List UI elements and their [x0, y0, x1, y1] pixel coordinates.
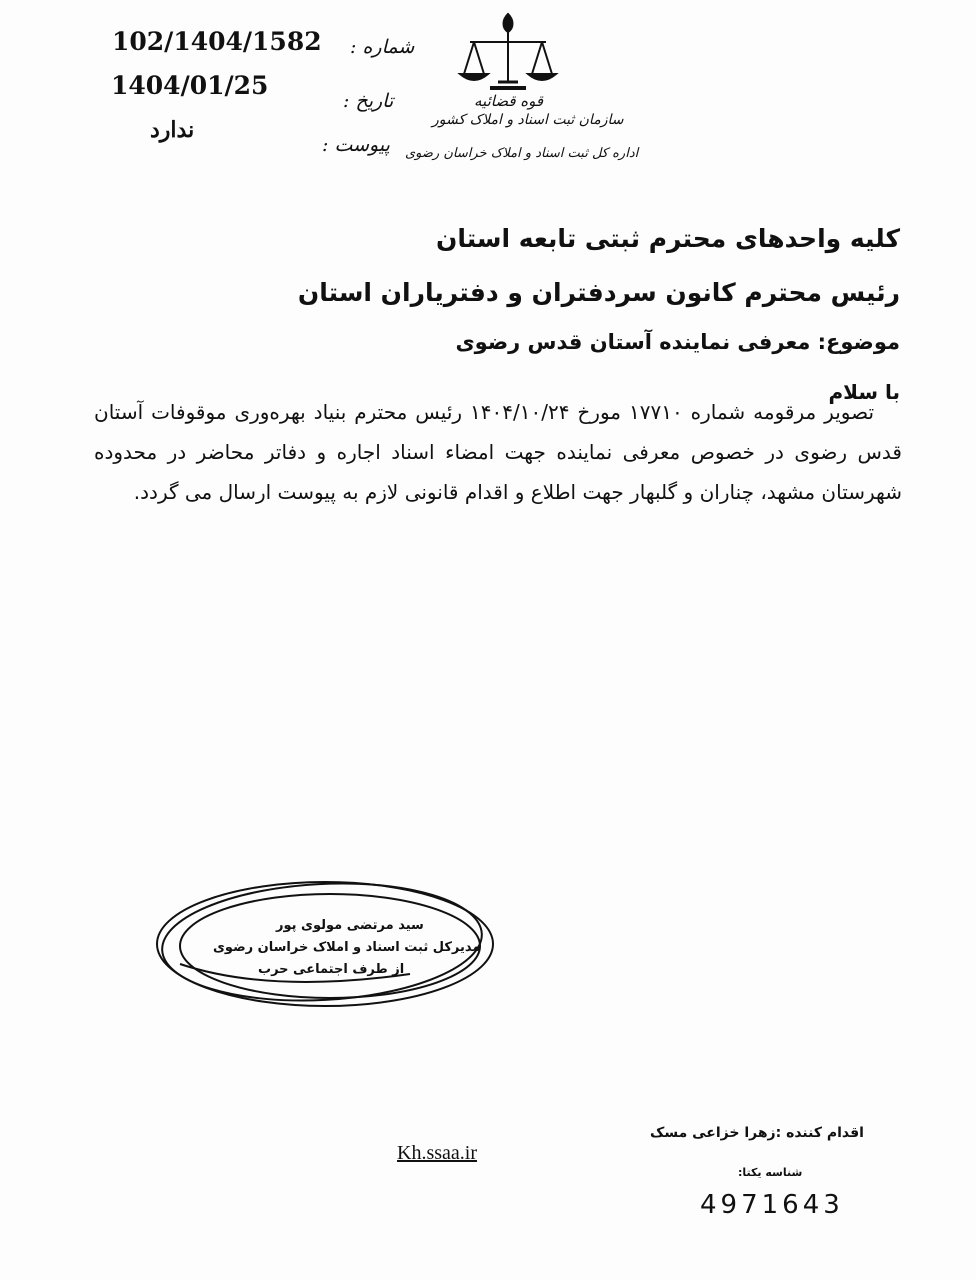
letter-subject: موضوع: معرفی نماینده آستان قدس رضوی: [455, 330, 900, 354]
signer-delegation: از طرف اجتماعی حرب: [258, 962, 405, 977]
org-line-department: اداره کل ثبت اسناد و املاک خراسان رضوی: [405, 146, 639, 161]
letter-body: [94, 392, 902, 512]
letter-body-text: تصویر مرقومه شماره ۱۷۷۱۰ مورخ ۱۴۰۴/۱۰/۲۴ رئیس محترم بنیاد بهره‌وری موقوفات آستان قدس رضوی در خصوص معرفی نماینده جهت امضاء اسناد اجاره و دفاتر محاضر در محدوده شهرستان مشهد، چناران و گلبهار جهت اطلاع و اقدام قانونی لازم به پیوست ارسال می گردد.: [94, 400, 902, 504]
judiciary-emblem-icon: [452, 8, 564, 94]
addressee-units: کلیه واحدهای محترم ثبتی تابعه استان: [435, 224, 900, 253]
signer-name: سید مرتضی مولوی پور: [276, 918, 424, 933]
signer-title: مدیرکل ثبت اسناد و املاک خراسان رضوی: [213, 940, 481, 955]
letter-number: 102/1404/1582: [112, 27, 322, 56]
org-line-organization: سازمان ثبت اسناد و املاک کشور: [432, 112, 624, 128]
letter-date: 1404/01/25: [111, 71, 269, 100]
unique-id-label: شناسه یکتا:: [738, 1166, 803, 1179]
attachment-value: ندارد: [150, 117, 195, 143]
unique-id-value: 4971643: [700, 1190, 844, 1220]
addressee-notaries: رئیس محترم کانون سردفتران و دفترياران استان: [297, 278, 900, 307]
date-label: تاریخ :: [343, 90, 394, 112]
greeting: با سلام: [828, 380, 900, 404]
attachment-label: پیوست :: [322, 134, 390, 156]
org-line-judiciary: قوه قضائیه: [474, 92, 544, 110]
website-link[interactable]: Kh.ssaa.ir: [397, 1142, 477, 1164]
action-by: اقدام کننده :زهرا خزاعی مسک: [650, 1125, 864, 1141]
number-label: شماره :: [350, 36, 415, 58]
